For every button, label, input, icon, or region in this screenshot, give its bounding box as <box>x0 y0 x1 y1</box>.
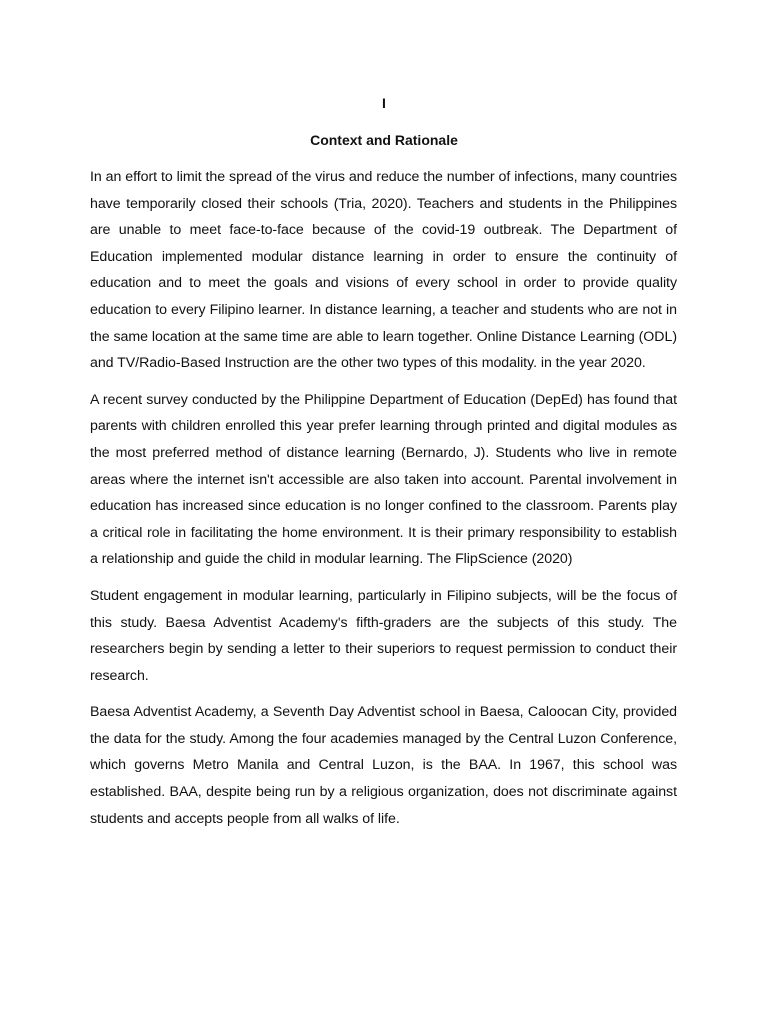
paragraph-1: In an effort to limit the spread of the virus and reduce the number of infections, many countries have temporarily closed their schools (Tria, 2020). Teachers and students in the Philippines are unable to meet face-to-face because of the covid-19 outbreak. The Department of Education implemented modular distance learning in order to ensure the continuity of education and to meet the goals and visions of every school in order to provide quality education to every Filipino learner. In distance learning, a teacher and students who are not in the same location at the same time are able to learn together. Online Distance Learning (ODL) and TV/Radio-Based Instruction are the other two types of this modality. in the year 2020. <box>90 169 677 372</box>
paragraph-3: Student engagement in modular learning, particularly in Filipino subjects, will be the focus of this study. Baesa Adventist Academy's fifth-graders are the subjects of this study. The researchers begin by sending a letter to their superiors to request permission to conduct their research. <box>90 587 677 684</box>
paragraph-2: A recent survey conducted by the Philippine Department of Education (DepEd) has found that parents with children enrolled this year prefer learning through printed and digital modules as the most preferred method of distance learning (Bernardo, J). Students who live in remote areas where the internet isn't accessible are also taken into account. Parental involvement in education has increased since education is no longer confined to the classroom. Parents play a critical role in facilitating the home environment. It is their primary responsibility to establish a relationship and guide the child in modular learning. The FlipScience (2020) <box>90 391 677 568</box>
chapter-number: I <box>382 95 386 111</box>
page-title: Context and Rationale <box>310 132 458 148</box>
paragraph-4: Baesa Adventist Academy, a Seventh Day Adventist school in Baesa, Caloocan City, provided the data for the study. Among the four academies managed by the Central Luzon Conference, which governs Metro Manila and Central Luzon, is the BAA. In 1967, this school was established. BAA, despite being run by a religious organization, does not discriminate against students and accepts people from all walks of life. <box>90 704 677 827</box>
body-text <box>90 164 677 842</box>
